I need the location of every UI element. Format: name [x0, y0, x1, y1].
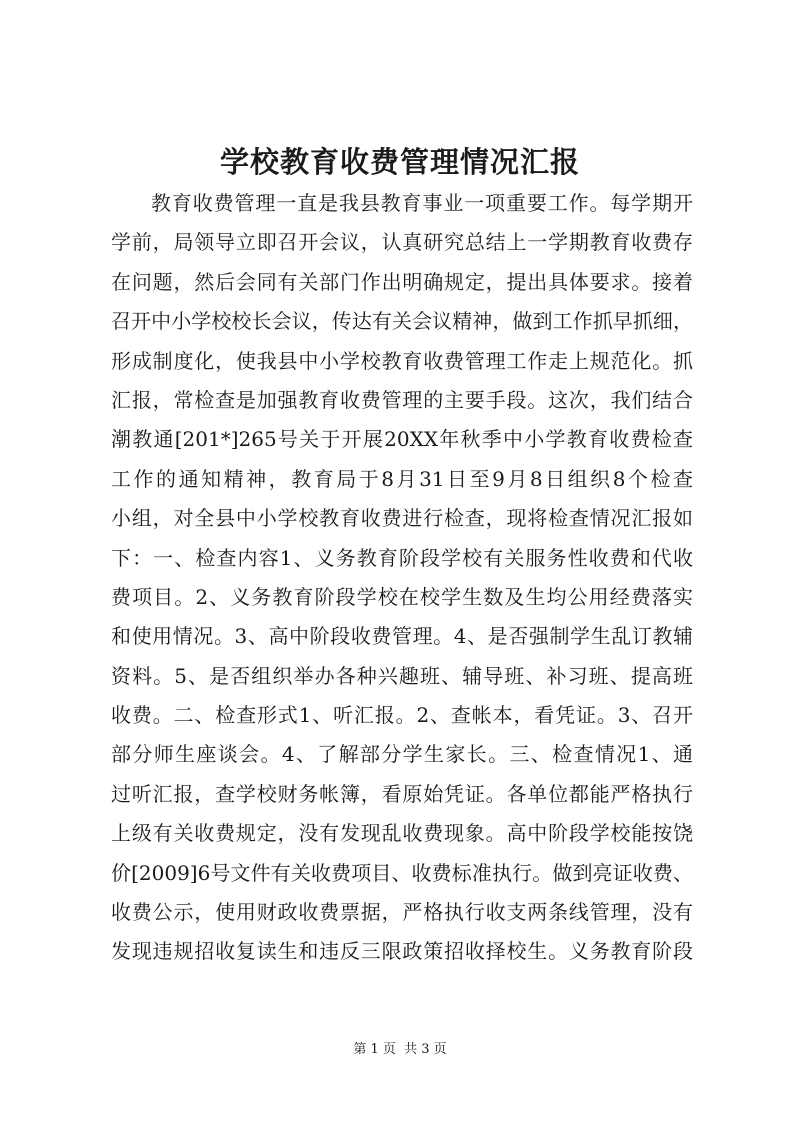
body-line: 在问题，然后会同有关部门作出明确规定，提出具体要求。接着: [111, 269, 693, 294]
body-line: 工作的通知精神，教育局于8月31日至9月8日组织8个检查: [111, 466, 693, 491]
body-line: 收费。二、检查形式1、听汇报。2、查帐本，看凭证。3、召开: [111, 703, 693, 728]
body-line: 潮教通[201*]265号关于开展20XX年秋季中小学教育收费检查: [111, 427, 693, 452]
body-line: 费项目。2、义务教育阶段学校在校学生数及生均公用经费落实: [111, 584, 693, 609]
body-line: 上级有关收费规定，没有发现乱收费现象。高中阶段学校能按饶: [111, 821, 693, 846]
body-line: 部分师生座谈会。4、了解部分学生家长。三、检查情况1、通: [111, 742, 693, 767]
body-line: 小组，对全县中小学校教育收费进行检查，现将检查情况汇报如: [111, 506, 693, 531]
body-line: 学前，局领导立即召开会议，认真研究总结上一学期教育收费存: [111, 230, 693, 255]
body-line: 价[2009]6号文件有关收费项目、收费标准执行。做到亮证收费、: [111, 860, 693, 885]
body-line: 下：一、检查内容1、义务教育阶段学校有关服务性收费和代收: [111, 545, 693, 570]
body-line: 形成制度化，使我县中小学校教育收费管理工作走上规范化。抓: [111, 348, 693, 373]
body-line: 收费公示，使用财政收费票据，严格执行收支两条线管理，没有: [111, 900, 693, 925]
body-line: 发现违规招收复读生和违反三限政策招收择校生。义务教育阶段: [111, 939, 693, 964]
body-line: 汇报，常检查是加强教育收费管理的主要手段。这次，我们结合: [111, 387, 693, 412]
page-number: 第 1 页 共 3 页: [353, 1042, 447, 1057]
body-line: 教育收费管理一直是我县教育事业一项重要工作。每学期开: [151, 191, 693, 215]
page-footer: [0, 1040, 800, 1060]
document-body: [111, 184, 693, 972]
body-line: 召开中小学校校长会议，传达有关会议精神，做到工作抓早抓细，: [111, 309, 693, 334]
body-line: 过听汇报，查学校财务帐簿，看原始凭证。各单位都能严格执行: [111, 781, 693, 806]
document-title: 学校教育收费管理情况汇报: [219, 145, 580, 179]
body-line: 资料。5、是否组织举办各种兴趣班、辅导班、补习班、提高班: [111, 663, 693, 688]
body-line: 和使用情况。3、高中阶段收费管理。4、是否强制学生乱订教辅: [111, 624, 693, 649]
